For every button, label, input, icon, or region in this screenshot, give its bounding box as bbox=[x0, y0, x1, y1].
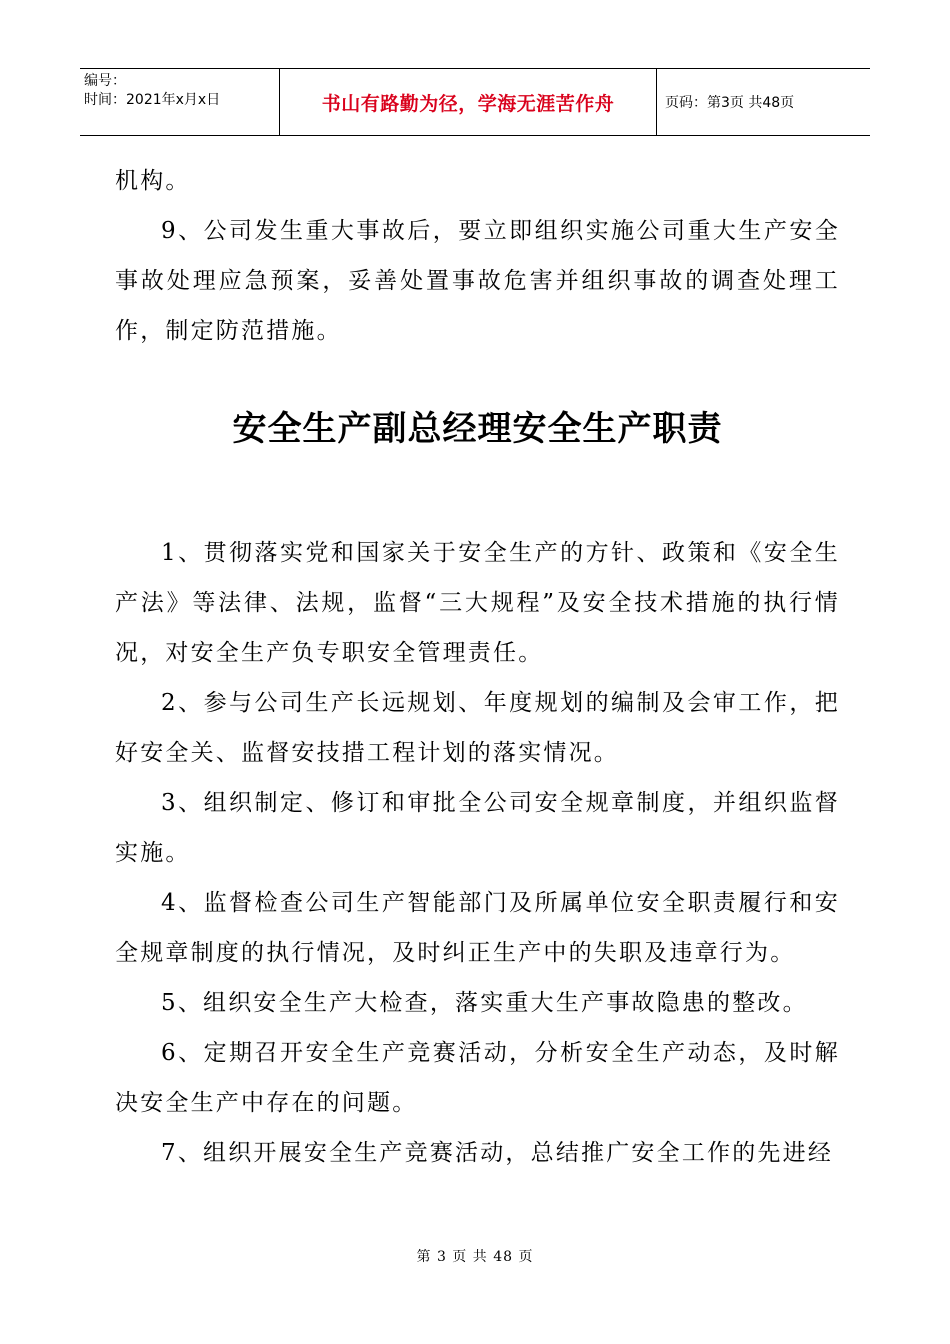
document-body bbox=[115, 156, 840, 1178]
section-title: 安全生产副总经理安全生产职责 bbox=[232, 409, 723, 449]
duty-item-2: 2、参与公司生产长远规划、年度规划的编制及会审工作，把好安全关、监督安技措工程计划的落实情况。 bbox=[115, 690, 840, 766]
paragraph-continued: 机构。 bbox=[115, 168, 191, 194]
duty-item-7: 7、组织开展安全生产竞赛活动，总结推广安全工作的先进经 bbox=[161, 1140, 834, 1166]
header-motto-cell bbox=[280, 69, 657, 135]
duty-item-6: 6、定期召开安全生产竞赛活动，分析安全生产动态，及时解决安全生产中存在的问题。 bbox=[115, 1040, 840, 1116]
document-time-label: 时间：2021年x月x日 bbox=[84, 92, 221, 108]
header-meta bbox=[80, 69, 280, 135]
page-footer: 第 3 页 共 48 页 bbox=[416, 1249, 534, 1265]
paragraph-item-9: 9、公司发生重大事故后，要立即组织实施公司重大生产安全事故处理应急预案，妥善处置事故危害并组织事故的调查处理工作，制定防范措施。 bbox=[115, 218, 840, 344]
duty-item-4: 4、监督检查公司生产智能部门及所属单位安全职责履行和安全规章制度的执行情况，及时纠正生产中的失职及违章行为。 bbox=[115, 890, 840, 966]
document-number-label: 编号： bbox=[84, 73, 126, 89]
header-motto: 书山有路勤为径，学海无涯苦作舟 bbox=[321, 92, 615, 115]
page-header bbox=[80, 68, 870, 136]
duty-item-1: 1、贯彻落实党和国家关于安全生产的方针、政策和《安全生产法》等法律、法规，监督“三大规程”及安全技术措施的执行情况，对安全生产负专职安全管理责任。 bbox=[115, 540, 840, 666]
duty-item-3: 3、组织制定、修订和审批全公司安全规章制度，并组织监督实施。 bbox=[115, 790, 840, 866]
duty-item-5: 5、组织安全生产大检查，落实重大生产事故隐患的整改。 bbox=[161, 990, 808, 1016]
header-page-info: 页码：第3页 共48页 bbox=[665, 95, 795, 111]
